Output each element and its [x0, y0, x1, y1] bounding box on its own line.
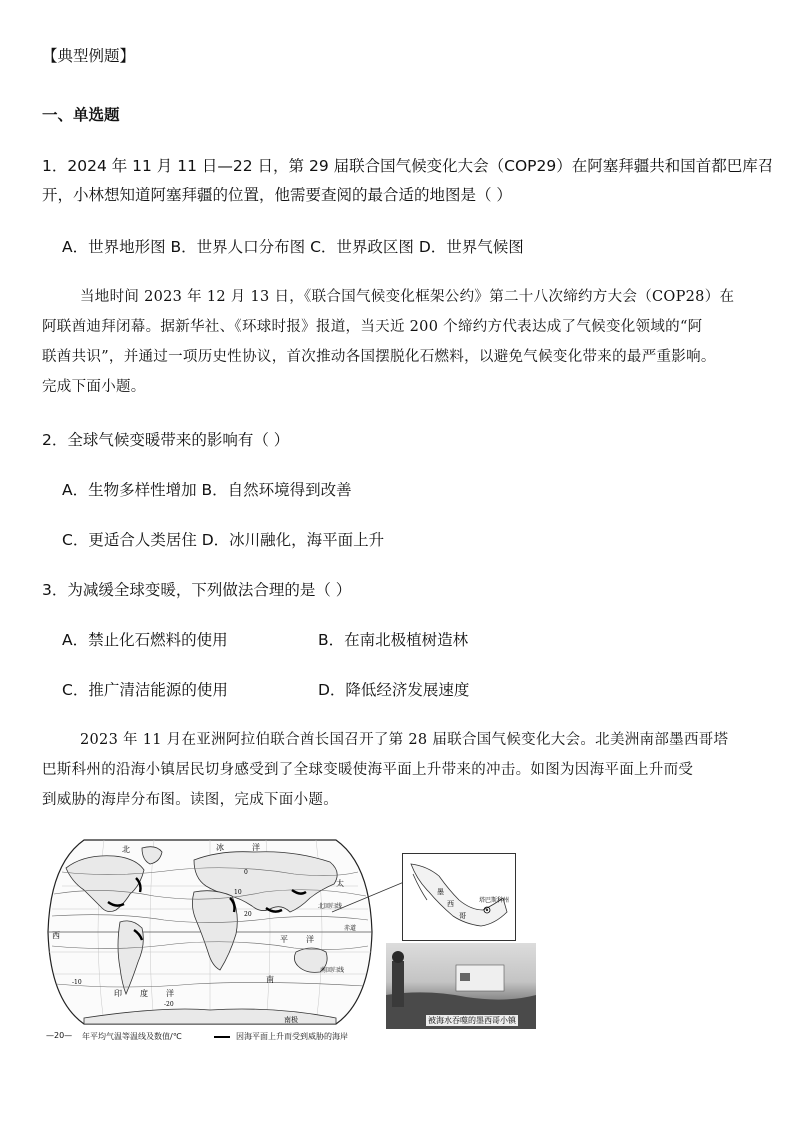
q2-stem: 2．全球气候变暖带来的影响有（ ）: [42, 431, 290, 449]
label-nanji: 南极: [284, 1016, 298, 1024]
passage1-line1: 当地时间 2023 年 12 月 13 日，《联合国气候变化框架公约》第二十八次缔约方大会（COP28）在: [80, 289, 735, 305]
label-beihuiguixian: 北回归线: [318, 903, 343, 910]
world-map-figure: [44, 834, 376, 1030]
passage2-line3: 到威胁的海岸分布图。读图，完成下面小题。: [42, 792, 338, 808]
label-tai: 太: [336, 879, 344, 888]
label-nan: 南: [266, 975, 274, 984]
inset-label-state: 塔巴斯科州: [479, 897, 510, 904]
inset-label-ge: 哥: [459, 912, 466, 920]
world-map-svg: [44, 834, 376, 1030]
passage1-line4: 完成下面小题。: [42, 379, 146, 395]
passage2-line1: 2023 年 11 月在亚洲阿拉伯联合酋长国召开了第 28 届联合国气候变化大会。北美洲南部墨西哥塔: [80, 732, 729, 748]
section-header: 【典型例题】: [42, 47, 136, 65]
label-yang-top: 洋: [252, 843, 260, 852]
q3-stem: 3．为减缓全球变暖，下列做法合理的是（ ）: [42, 581, 352, 599]
q1-options: A．世界地形图 B．世界人口分布图 C．世界政区图 D．世界气候图: [62, 238, 524, 256]
q3-option-c: C．推广清洁能源的使用: [62, 681, 228, 699]
passage1-line3: 联酋共识”，并通过一项历史性协议，首次推动各国摆脱化石燃料，以避免气候变化带来的最严重影响。: [42, 349, 716, 365]
photo-caption: 被海水吞噬的墨西哥小镇: [428, 1016, 516, 1025]
mexico-inset-svg: [403, 854, 515, 940]
label-du: 度: [140, 989, 148, 998]
passage1-line2: 阿联酋迪拜闭幕。据新华社、《环球时报》报道，当天近 200 个缔约方代表达成了气候变化领域的“阿: [42, 319, 703, 335]
q3-option-a: A．禁止化石燃料的使用: [62, 631, 228, 649]
mexico-inset-map: [402, 853, 516, 941]
legend-coast-swatch: [214, 1036, 230, 1038]
label-xi: 西: [52, 931, 60, 940]
q3-option-b: B．在南北极植树造林: [318, 631, 469, 649]
label-t10: 10: [234, 889, 242, 896]
q3-option-d: D．降低经济发展速度: [318, 681, 470, 699]
label-tm10: -10: [72, 979, 82, 986]
label-yang-mid: 洋: [306, 935, 314, 944]
label-t20: 20: [244, 911, 252, 918]
label-tm20: -20: [164, 1001, 174, 1008]
inset-label-xi: 西: [447, 900, 454, 908]
label-north: 北: [122, 845, 130, 854]
q2-options-row2: C．更适合人类居住 D．冰川融化，海平面上升: [62, 531, 385, 549]
label-yang-ind: 洋: [166, 989, 174, 998]
label-yin: 印: [114, 989, 122, 998]
legend-coast: 因海平面上升而受到威胁的海岸: [236, 1032, 348, 1041]
flooded-town-photo: [386, 943, 536, 1029]
subsection-title: 一、单选题: [42, 106, 120, 124]
label-t0: 0: [244, 869, 248, 876]
label-nanhuiguixian: 南回归线: [320, 967, 345, 974]
connector-line: [330, 860, 410, 920]
q2-options-row1: A．生物多样性增加 B．自然环境得到改善: [62, 481, 352, 499]
passage2-line2: 巴斯科州的沿海小镇居民切身感受到了全球变暖使海平面上升带来的冲击。如图为因海平面上升而受: [42, 762, 694, 778]
inset-label-mo: 墨: [437, 888, 444, 896]
legend-isotherm: 年平均气温等温线及数值/℃: [82, 1032, 182, 1041]
label-bing: 冰: [216, 843, 224, 852]
q1-stem-line1: 1．2024 年 11 月 11 日—22 日，第 29 届联合国气候变化大会（COP29）在阿塞拜疆共和国首都巴库召: [42, 157, 774, 175]
legend-isotherm-value: —20—: [46, 1031, 73, 1040]
q1-stem-line2: 开，小林想知道阿塞拜疆的位置，他需要查阅的最合适的地图是（ ）: [42, 186, 512, 204]
label-ping: 平: [280, 935, 288, 944]
label-chidao: 赤道: [344, 925, 357, 932]
